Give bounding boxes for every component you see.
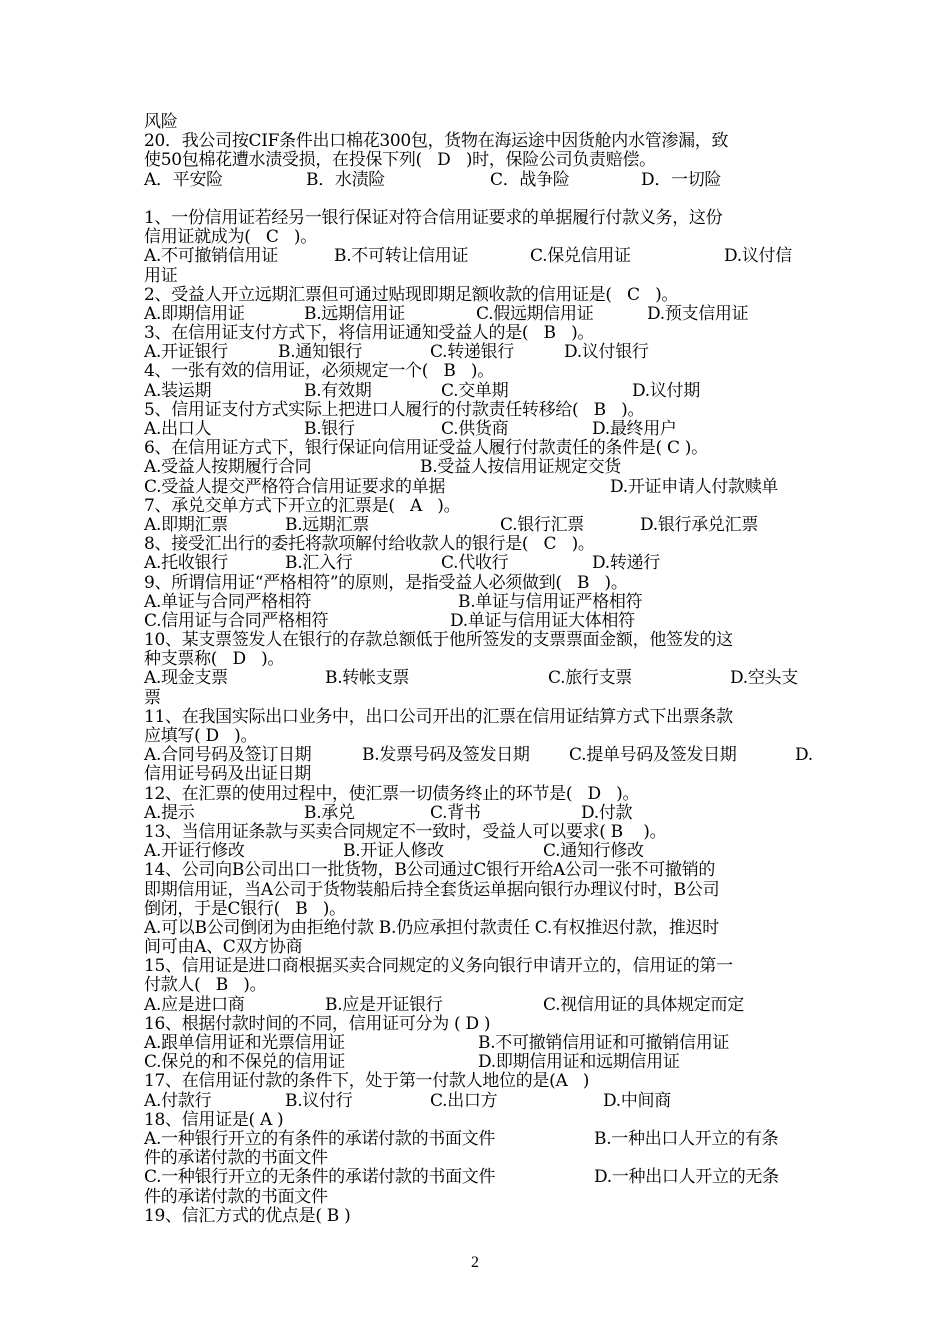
text-line: 17、在信用证付款的条件下，处于第一付款人地位的是(A ) bbox=[144, 1071, 590, 1092]
text-line: 间可由A、C双方协商 bbox=[144, 937, 303, 958]
option-text: C.背书 bbox=[430, 802, 481, 823]
option-text: A.付款行 bbox=[144, 1090, 212, 1111]
option-text: D. bbox=[795, 745, 813, 766]
option-text: D.开证申请人付款赎单 bbox=[610, 476, 779, 497]
option-text: C.银行汇票 bbox=[500, 514, 585, 535]
option-text: A.现金支票 bbox=[144, 668, 228, 689]
option-text: D．一切险 bbox=[641, 169, 722, 190]
text-line: 10、某支票签发人在银行的存款总额低于他所签发的支票票面金额，他签发的这 bbox=[144, 630, 733, 651]
option-text: B.通知银行 bbox=[278, 342, 363, 363]
option-line bbox=[144, 842, 814, 861]
option-text: A.应是进口商 bbox=[144, 994, 245, 1015]
text-line: 应填写( D )。 bbox=[144, 726, 258, 746]
option-line bbox=[144, 247, 814, 266]
text-line: 6、在信用证方式下，银行保证向信用证受益人履行付款责任的条件是( C )。 bbox=[144, 438, 708, 459]
text-line: 用证 bbox=[144, 265, 178, 286]
option-line bbox=[144, 1053, 814, 1072]
option-text: D.单证与信用证大体相符 bbox=[450, 610, 635, 631]
text-line: 20．我公司按CIF条件出口棉花300包，货物在海运途中因货舱内水管渗漏，致 bbox=[144, 131, 729, 152]
option-text: A.一种银行开立的有条件的承诺付款的书面文件 bbox=[144, 1128, 496, 1149]
text-line: 使50包棉花遭水渍受损，在投保下列( D )时，保险公司负责赔偿。 bbox=[144, 150, 656, 171]
option-text: C.提单号码及签发日期 bbox=[569, 745, 737, 766]
option-text: A.装运期 bbox=[144, 380, 212, 401]
option-text: C．战争险 bbox=[490, 169, 570, 190]
option-text: C.视信用证的具体规定而定 bbox=[543, 994, 744, 1015]
text-line: 1、一份信用证若经另一银行保证对符合信用证要求的单据履行付款义务，这份 bbox=[144, 207, 723, 228]
option-text: D.一种出口人开立的无条 bbox=[594, 1167, 779, 1188]
text-line: 8、接受汇出行的委托将款项解付给收款人的银行是( C )。 bbox=[144, 534, 595, 555]
option-text: D.预支信用证 bbox=[647, 303, 749, 324]
text-line: 13、当信用证条款与买卖合同规定不一致时，受益人可以要求( B )。 bbox=[144, 821, 667, 842]
text-line: 付款人( B )。 bbox=[144, 975, 267, 996]
text-line: 14、公司向B公司出口一批货物，B公司通过C银行开给A公司一张不可撤销的 bbox=[144, 860, 716, 881]
option-text: B.受益人按信用证规定交货 bbox=[420, 457, 621, 478]
option-line bbox=[144, 1130, 814, 1149]
option-text: D.银行承兑汇票 bbox=[640, 514, 759, 535]
text-line: 16、根据付款时间的不同，信用证可分为 ( D ) bbox=[144, 1013, 491, 1034]
option-text: C.保兑信用证 bbox=[530, 246, 631, 267]
text-line: 信用证就成为( C )。 bbox=[144, 227, 317, 248]
option-text: A.提示 bbox=[144, 802, 195, 823]
option-text: B.一种出口人开立的有条 bbox=[594, 1128, 779, 1149]
option-line bbox=[144, 996, 814, 1015]
option-text: A.开证银行 bbox=[144, 342, 228, 363]
option-text: A.即期汇票 bbox=[144, 514, 228, 535]
page-number: 2 bbox=[471, 1254, 479, 1271]
option-text: A.即期信用证 bbox=[144, 303, 245, 324]
option-text: B.不可转让信用证 bbox=[334, 246, 469, 267]
option-text: B.开证人修改 bbox=[343, 841, 444, 862]
option-text: D.中间商 bbox=[603, 1090, 671, 1111]
option-line bbox=[144, 669, 814, 688]
text-line: 7、承兑交单方式下开立的汇票是( A )。 bbox=[144, 495, 461, 516]
text-line: 4、一张有效的信用证，必须规定一个( B )。 bbox=[144, 361, 494, 382]
text-line: 即期信用证，当A公司于货物装船后持全套货运单据向银行办理议付时，B公司 bbox=[144, 879, 720, 900]
option-text: B．水渍险 bbox=[306, 169, 385, 190]
option-text: D.空头支 bbox=[730, 668, 798, 689]
option-text: D.议付期 bbox=[632, 380, 700, 401]
option-text: B.银行 bbox=[304, 419, 355, 439]
option-text: D.议付信 bbox=[724, 246, 792, 267]
option-line bbox=[144, 1168, 814, 1187]
option-line bbox=[144, 305, 814, 324]
option-text: B.应是开证银行 bbox=[325, 994, 443, 1015]
option-line bbox=[144, 554, 814, 573]
option-text: A.不可撤销信用证 bbox=[144, 246, 278, 267]
option-text: C.出口方 bbox=[430, 1090, 498, 1111]
text-line: 信用证号码及出证日期 bbox=[144, 764, 311, 785]
text-line: 5、信用证支付方式实际上把进口人履行的付款责任转移给( B )。 bbox=[144, 399, 645, 420]
option-text: C.供货商 bbox=[441, 419, 509, 439]
option-text: D.议付银行 bbox=[564, 342, 649, 363]
option-text: C.交单期 bbox=[441, 380, 509, 401]
text-line: 件的承诺付款的书面文件 bbox=[144, 1186, 328, 1207]
option-text: A.受益人按期履行合同 bbox=[144, 457, 312, 478]
text-line: 15、信用证是进口商根据买卖合同规定的义务向银行申请开立的，信用证的第一 bbox=[144, 956, 733, 977]
text-line: 种支票称( D )。 bbox=[144, 649, 285, 670]
option-text: B.汇入行 bbox=[285, 553, 353, 574]
option-line bbox=[144, 746, 814, 765]
option-text: C.保兑的和不保兑的信用证 bbox=[144, 1052, 345, 1073]
document-body bbox=[144, 113, 814, 1226]
option-text: C.假远期信用证 bbox=[476, 303, 594, 324]
option-text: A.跟单信用证和光票信用证 bbox=[144, 1033, 345, 1053]
option-text: A.合同号码及签订日期 bbox=[144, 745, 312, 766]
text-line: 11、在我国实际出口业务中，出口公司开出的汇票在信用证结算方式下出票条款 bbox=[144, 706, 733, 727]
option-text: C.通知行修改 bbox=[543, 841, 644, 862]
text-line: 倒闭，于是C银行( B )。 bbox=[144, 898, 346, 919]
option-line bbox=[144, 382, 814, 401]
option-text: B.远期汇票 bbox=[285, 514, 370, 535]
option-text: B.单证与信用证严格相符 bbox=[458, 591, 643, 612]
option-text: C.旅行支票 bbox=[548, 668, 633, 689]
option-line bbox=[144, 1034, 814, 1053]
option-text: C.信用证与合同严格相符 bbox=[144, 610, 329, 631]
option-line bbox=[144, 478, 814, 497]
text-line: 风险 bbox=[144, 112, 178, 132]
option-line bbox=[144, 516, 814, 535]
blank-line bbox=[144, 190, 814, 209]
option-line bbox=[144, 612, 814, 631]
option-text: B.承兑 bbox=[304, 802, 355, 823]
option-text: B.有效期 bbox=[304, 380, 372, 401]
option-line bbox=[144, 804, 814, 823]
option-text: A.开证行修改 bbox=[144, 841, 245, 862]
text-line: 12、在汇票的使用过程中，使汇票一切债务终止的环节是( D )。 bbox=[144, 783, 640, 804]
option-text: B.发票号码及签发日期 bbox=[362, 745, 530, 766]
option-text: C.一种银行开立的无条件的承诺付款的书面文件 bbox=[144, 1167, 496, 1188]
option-text: D.转递行 bbox=[592, 553, 660, 574]
text-line: 票 bbox=[144, 687, 161, 708]
text-line: 9、所谓信用证“严格相符”的原则，是指受益人必须做到( B )。 bbox=[144, 572, 628, 593]
option-line bbox=[144, 1092, 814, 1111]
option-text: D.付款 bbox=[581, 802, 633, 823]
option-line bbox=[144, 593, 814, 612]
text-line: 件的承诺付款的书面文件 bbox=[144, 1148, 328, 1169]
text-line: 2、受益人开立远期汇票但可通过贴现即期足额收款的信用证是( C )。 bbox=[144, 284, 679, 305]
option-text: B.远期信用证 bbox=[304, 303, 405, 324]
option-text: A.单证与合同严格相符 bbox=[144, 591, 312, 612]
option-line bbox=[144, 420, 814, 439]
option-text: A.出口人 bbox=[144, 419, 212, 439]
option-line bbox=[144, 171, 814, 190]
option-text: D.即期信用证和远期信用证 bbox=[478, 1052, 680, 1073]
option-text: C.转递银行 bbox=[430, 342, 515, 363]
option-text: B.转帐支票 bbox=[325, 668, 410, 689]
option-text: D.最终用户 bbox=[592, 419, 677, 439]
option-text: B.议付行 bbox=[285, 1090, 353, 1111]
option-text: B.不可撤销信用证和可撤销信用证 bbox=[478, 1033, 730, 1053]
text-line: 19、信汇方式的优点是( B ) bbox=[144, 1205, 351, 1226]
text-line: A.可以B公司倒闭为由拒绝付款 B.仍应承担付款责任 C.有权推迟付款，推迟时 bbox=[144, 917, 719, 938]
text-line: 3、在信用证支付方式下，将信用证通知受益人的是( B )。 bbox=[144, 323, 595, 344]
text-line: 18、信用证是( A ) bbox=[144, 1109, 284, 1130]
option-line bbox=[144, 343, 814, 362]
option-text: C.受益人提交严格符合信用证要求的单据 bbox=[144, 476, 446, 497]
option-line bbox=[144, 458, 814, 477]
option-text: C.代收行 bbox=[441, 553, 509, 574]
option-text: A.托收银行 bbox=[144, 553, 228, 574]
option-text: A．平安险 bbox=[144, 169, 223, 190]
